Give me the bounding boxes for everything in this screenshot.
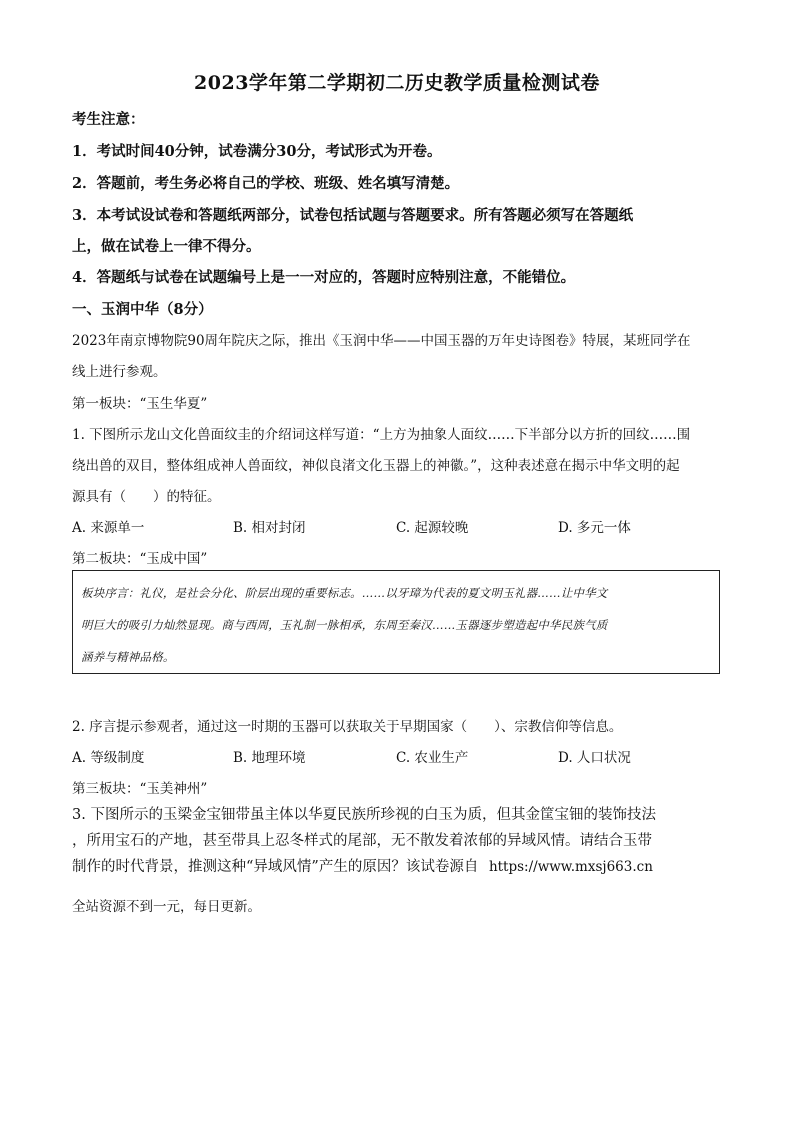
section-1-heading: 一、玉润中华（8分）	[72, 301, 213, 318]
notice-item-1: 1．考试时间40分钟，试卷满分30分，考试形式为开卷。	[72, 143, 442, 160]
page-title: 2023学年第二学期初二历史教学质量检测试卷	[194, 72, 600, 94]
question-2: 2. 序言提示参观者，通过这一时期的玉器可以获取关于早期国家（ ）、宗教信仰等信息。	[72, 719, 623, 735]
notice-item-3: 3．本考试设试卷和答题纸两部分，试卷包括试题与答题要求。所有答题必须写在答题纸	[72, 207, 634, 224]
block-2-heading: 第二板块：“玉成中国”	[72, 551, 208, 567]
question-1-option-c: C. 起源较晚	[396, 520, 469, 536]
question-3-line-3-text: 制作的时代背景，推测这种“异域风情”产生的原因？该试卷源自	[72, 859, 479, 875]
question-3-line-3	[72, 855, 653, 876]
block-1-heading: 第一板块：“玉生华夏”	[72, 396, 208, 412]
preface-line-1: 板块序言：礼仪，是社会分化、阶层出现的重要标志。……以牙璋为代表的夏文明玉礼器……让中华文	[81, 586, 608, 600]
notice-item-2: 2．答题前，考生务必将自己的学校、班级、姓名填写清楚。	[72, 175, 460, 192]
notice-item-3-cont: 上，做在试卷上一律不得分。	[72, 238, 261, 255]
question-1-option-a: A. 来源单一	[72, 520, 145, 536]
notice-item-4: 4．答题纸与试卷在试题编号上是一一对应的，答题时应特别注意，不能错位。	[72, 269, 576, 286]
question-2-option-b: B. 地理环境	[233, 750, 306, 766]
question-3-line-2: ，所用宝石的产地，甚至带具上忍冬样式的尾部，无不散发着浓郁的异域风情。请结合玉带	[72, 833, 652, 849]
preface-box	[72, 570, 720, 674]
source-url-link[interactable]: https://www.mxsj663.cn	[488, 859, 653, 875]
section-1-intro-line-2: 线上进行参观。	[72, 364, 167, 380]
question-2-option-d: D. 人口状况	[558, 750, 631, 766]
question-1-line-2: 绕出兽的双目，整体组成神人兽面纹，神似良渚文化玉器上的神徽。”，这种表述意在揭示中华文明的起	[72, 458, 680, 474]
question-1-line-3: 源具有（ ）的特征。	[72, 489, 221, 505]
question-1-line-1: 1. 下图所示龙山文化兽面纹圭的介绍词这样写道：“上方为抽象人面纹……下半部分以方折的回纹……围	[72, 427, 691, 443]
notice-heading: 考生注意：	[72, 111, 145, 128]
section-1-intro-line-1: 2023年南京博物院90周年院庆之际，推出《玉润中华——中国玉器的万年史诗图卷》特展，某班同学在	[72, 333, 691, 349]
block-3-heading: 第三板块：“玉美神州”	[72, 781, 208, 797]
question-2-option-a: A. 等级制度	[72, 750, 145, 766]
preface-line-2: 明巨大的吸引力灿然显现。商与西周，玉礼制一脉相承，东周至秦汉……玉器逐步塑造起中华民族气质	[81, 618, 608, 632]
question-1-option-b: B. 相对封闭	[233, 520, 306, 536]
question-1-option-d: D. 多元一体	[558, 520, 631, 536]
preface-line-3: 涵养与精神品格。	[81, 650, 175, 664]
question-2-option-c: C. 农业生产	[396, 750, 469, 766]
question-3-line-1: 3. 下图所示的玉梁金宝钿带虽主体以华夏民族所珍视的白玉为质，但其金筐宝钿的装饰技法	[72, 807, 656, 823]
footer-note: 全站资源不到一元，每日更新。	[72, 899, 261, 915]
